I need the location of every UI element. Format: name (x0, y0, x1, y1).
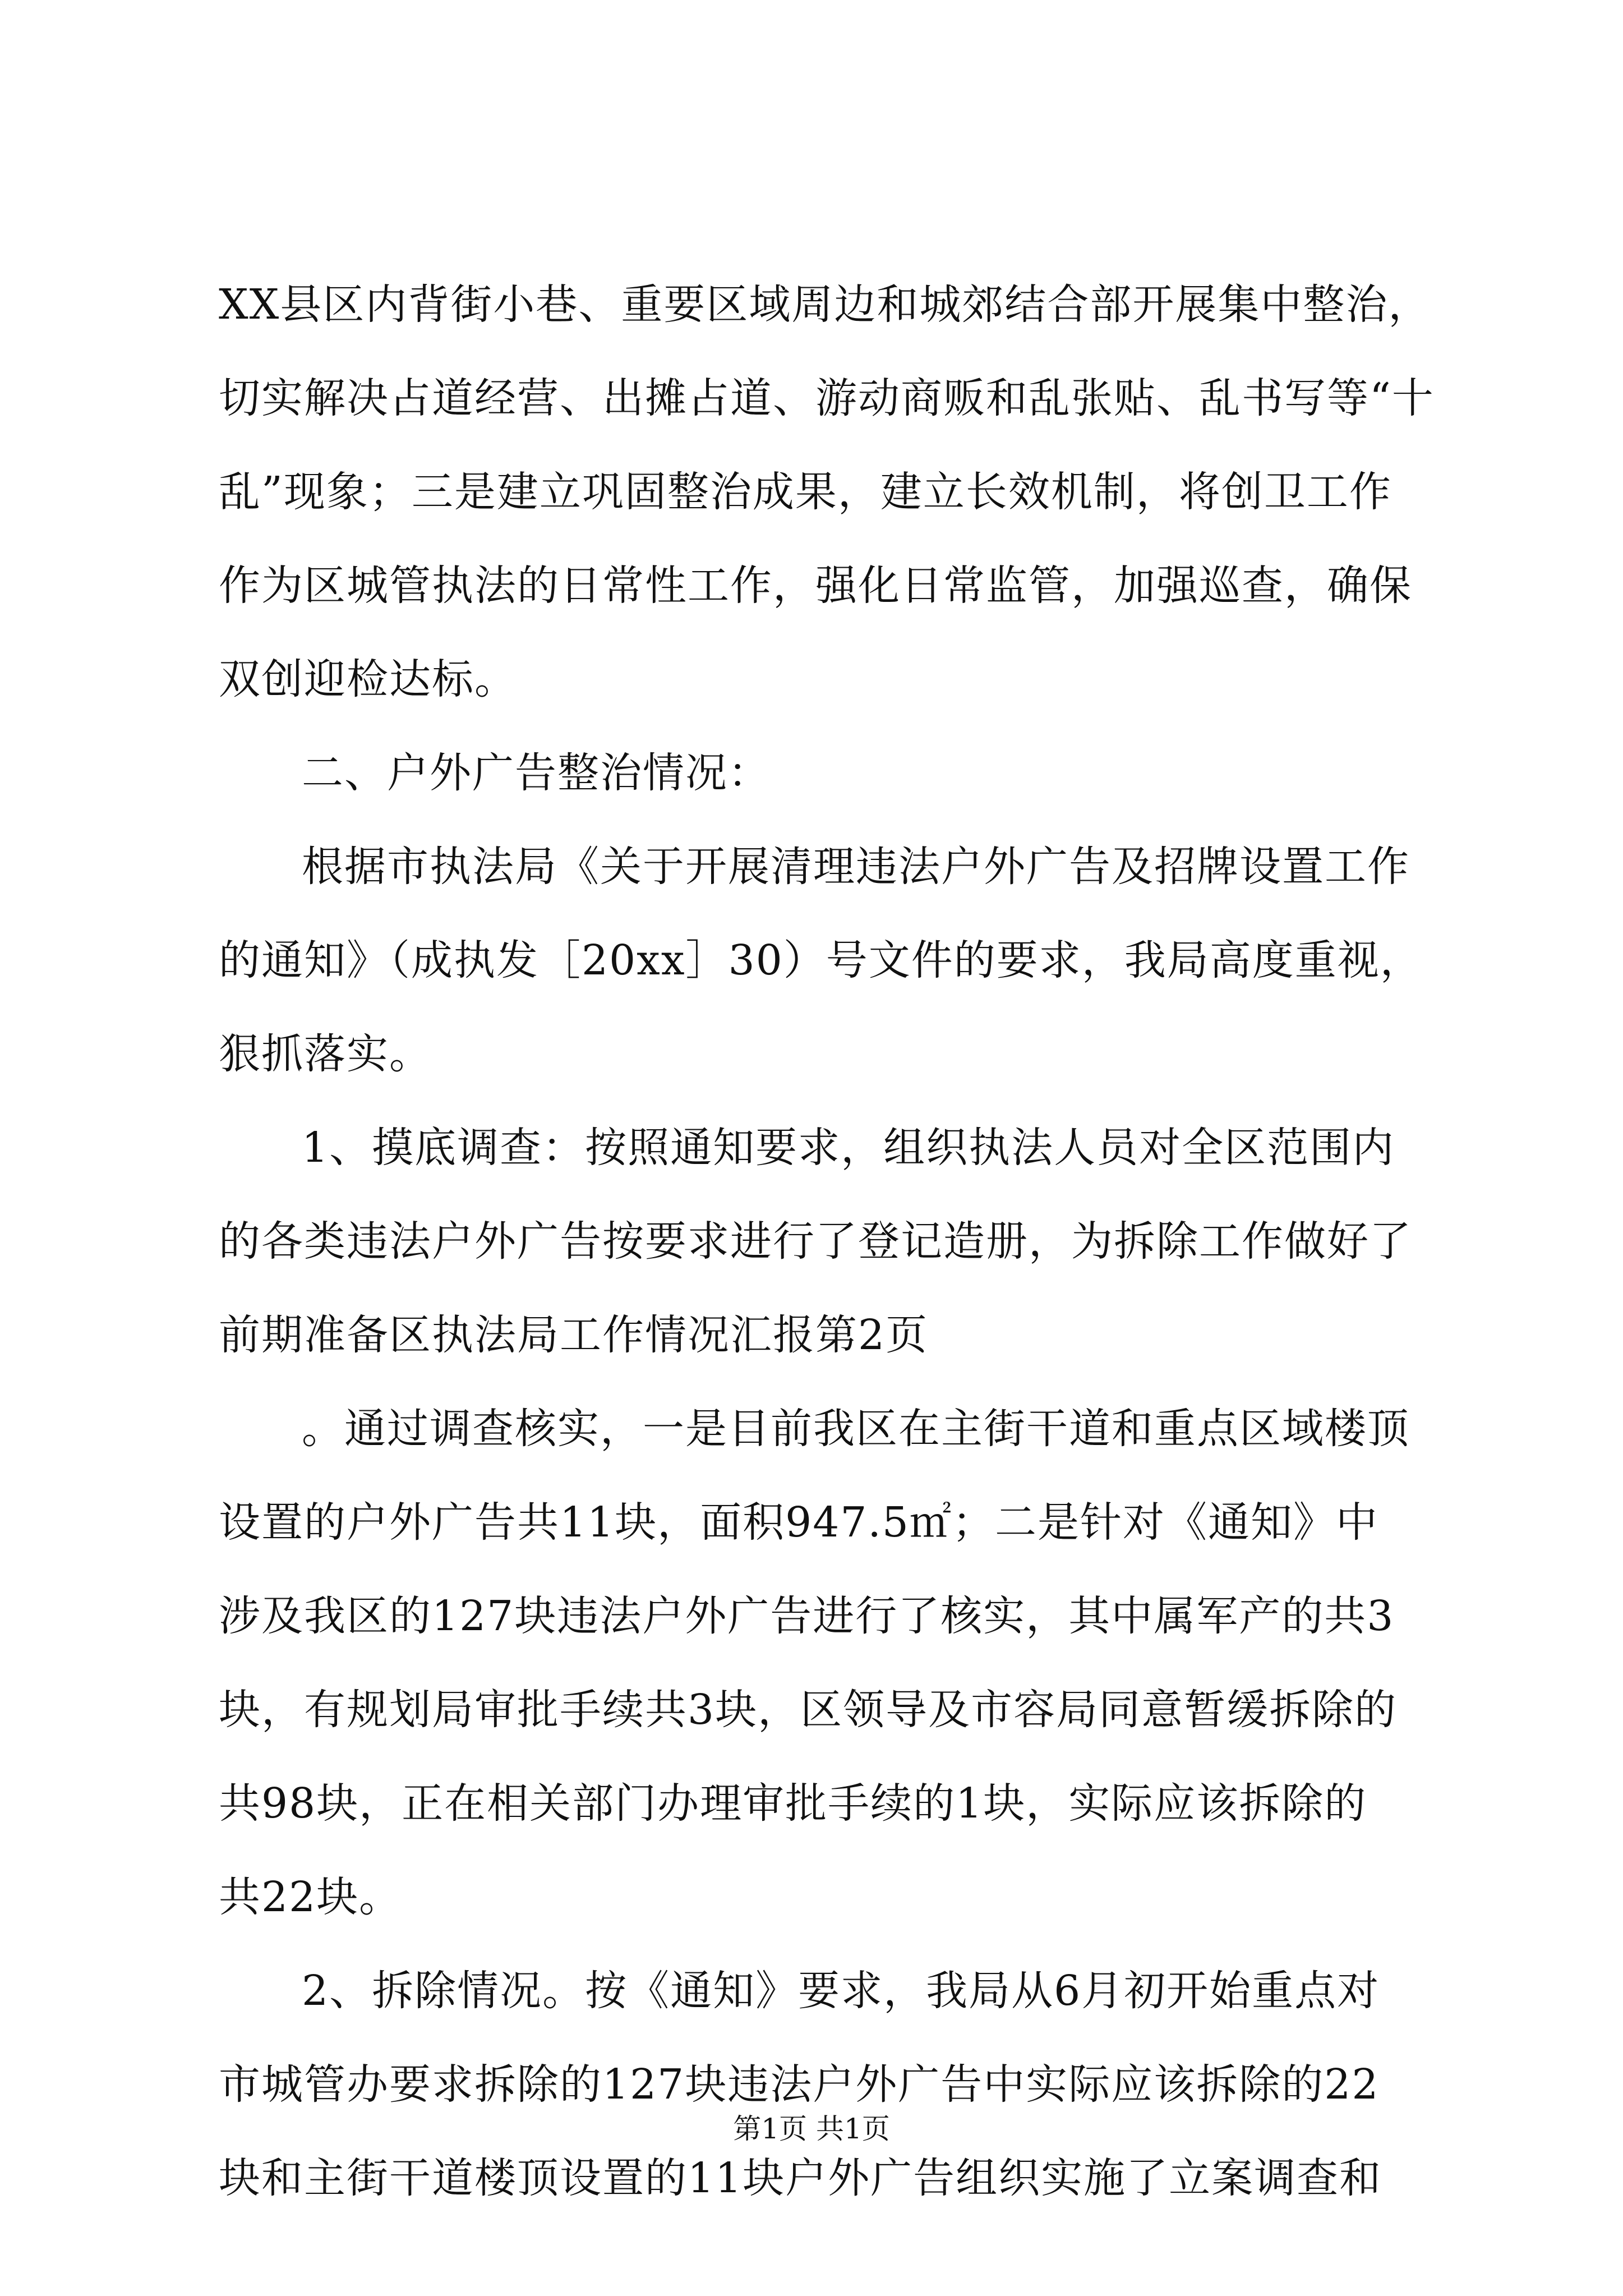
text-line: 块和主街干道楼顶设置的11块户外广告组织实施了立案调查和 (219, 2154, 1382, 2202)
text-line: 涉及我区的127块违法户外广告进行了核实，其中属军产的共3 (219, 1592, 1395, 1640)
text-line: 设置的户外广告共11块，面积947.5㎡；二是针对《通知》中 (219, 1498, 1379, 1547)
text-line: 块，有规划局审批手续共3块，区领导及市容局同意暂缓拆除的 (219, 1686, 1398, 1734)
text-line: 作为区城管执法的日常性工作，强化日常监管，加强巡查，确保 (219, 562, 1412, 610)
text-line: 根据市执法局《关于开展清理违法户外广告及招牌设置工作 (302, 843, 1410, 891)
text-line: 共22块。 (219, 1873, 402, 1921)
text-line: 切实解决占道经营、出摊占道、游动商贩和乱张贴、乱书写等“十 (219, 374, 1435, 422)
text-line: 。通过调查核实，一是目前我区在主街干道和重点区域楼顶 (302, 1405, 1410, 1453)
page-footer: 第1页 共1页 (733, 2113, 890, 2145)
text-line: 2、拆除情况。按《通知》要求，我局从6月初开始重点对 (302, 1967, 1380, 2015)
text-line: 双创迎检达标。 (219, 655, 517, 703)
text-line: 共98块，正在相关部门办理审批手续的1块，实际应该拆除的 (219, 1779, 1367, 1828)
text-line: 的通知》（成执发［20xx］30）号文件的要求，我局高度重视， (219, 936, 1423, 984)
text-line: 乱”现象；三是建立巩固整治成果，建立长效机制，将创卫工作 (219, 468, 1392, 516)
section-heading: 二、户外广告整治情况： (302, 749, 771, 797)
text-line: 1、摸底调查：按照通知要求，组织执法人员对全区范围内 (302, 1124, 1395, 1172)
text-line: 狠抓落实。 (219, 1030, 432, 1078)
text-line: XX县区内背街小巷、重要区域周边和城郊结合部开展集中整治， (219, 280, 1431, 329)
text-line: 前期准备区执法局工作情况汇报第2页 (219, 1311, 929, 1359)
document-body (219, 258, 1435, 2225)
text-line: 市城管办要求拆除的127块违法户外广告中实际应该拆除的22 (219, 2060, 1380, 2109)
text-line: 的各类违法户外广告按要求进行了登记造册，为拆除工作做好了 (219, 1217, 1412, 1266)
